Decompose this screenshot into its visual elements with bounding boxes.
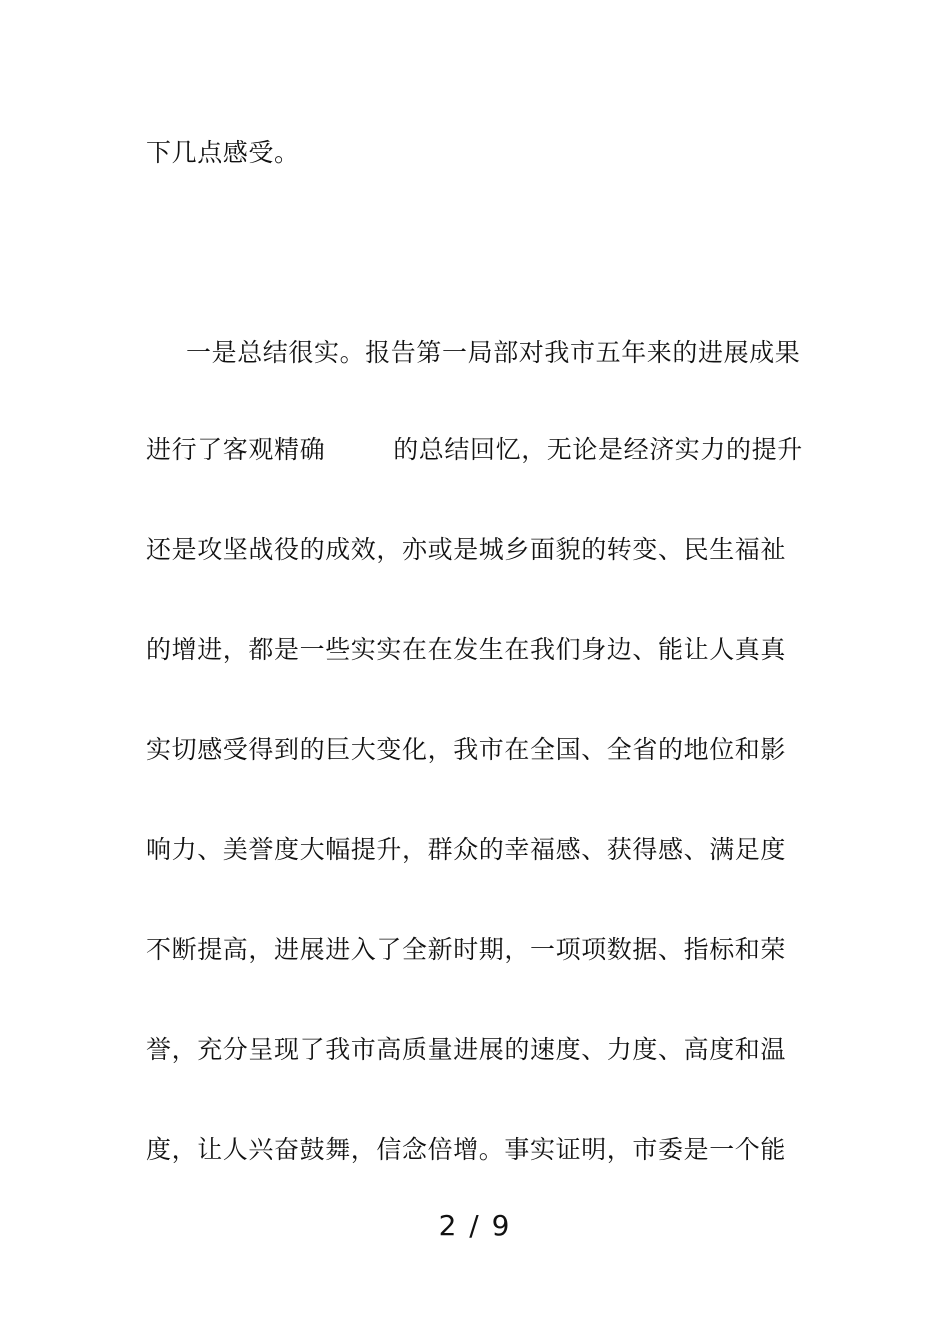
paragraph-line-5: 的增进，都是一些实实在在发生在我们身边、能让人真真 [146,635,787,664]
page-number: 2 / 9 [438,1209,512,1242]
paragraph-line-2: 一是总结很实。报告第一局部对我市五年来的进展成果 [186,338,801,367]
paragraph-line-7: 响力、美誉度大幅提升，群众的幸福感、获得感、满足度 [146,835,787,864]
paragraph-line-3-part-2: 的总结回忆，无论是经济实力的提升 [393,435,803,464]
paragraph-line-9: 誉，充分呈现了我市高质量进展的速度、力度、高度和温 [146,1035,787,1064]
paragraph-line-10: 度，让人兴奋鼓舞，信念倍增。事实证明，市委是一个能 [146,1135,787,1164]
paragraph-line-3-part-1: 进行了客观精确 [146,435,326,464]
paragraph-line-6: 实切感受得到的巨大变化，我市在全国、全省的地位和影 [146,735,787,764]
paragraph-line-8: 不断提高，进展进入了全新时期，一项项数据、指标和荣 [146,935,787,964]
paragraph-line-3 [146,430,806,470]
paragraph-line-4: 还是攻坚战役的成效，亦或是城乡面貌的转变、民生福祉 [146,535,787,564]
paragraph-line-1: 下几点感受。 [146,138,300,167]
